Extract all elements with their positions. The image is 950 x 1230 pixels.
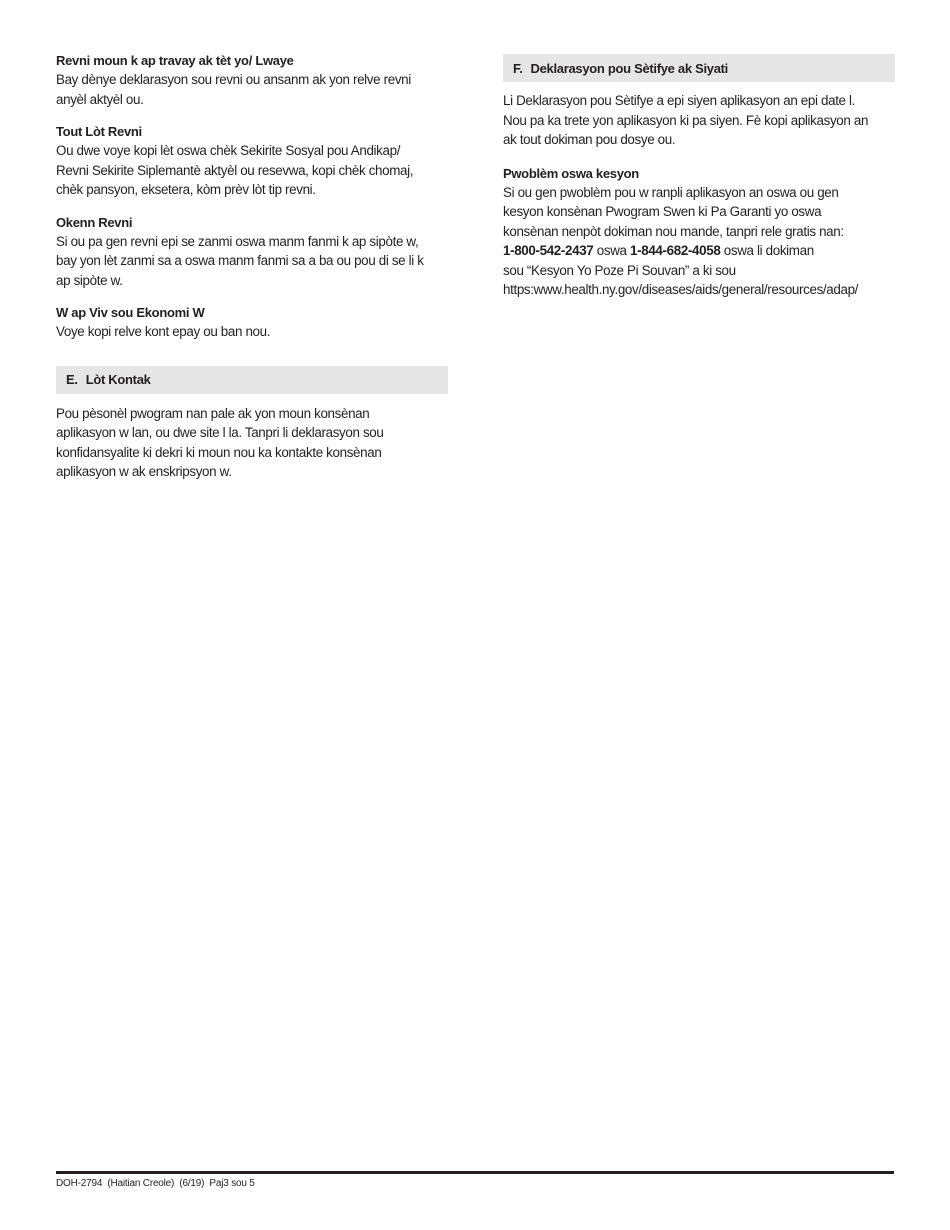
other-income-heading: Tout Lòt Revni [56, 124, 142, 139]
section-f-letter: F. [513, 60, 523, 76]
other-income-block [56, 123, 448, 200]
footer-divider [56, 1171, 894, 1174]
savings-text: Voye kopi relve kont epay ou ban nou. [56, 324, 271, 339]
right-column [503, 54, 895, 314]
no-income-block [56, 214, 448, 291]
section-e-letter: E. [66, 372, 78, 387]
section-f-text: Li Deklarasyon pou Sètifye a epi siyen aplikasyon an epi date l. Nou pa ka trete yon aplikasyon ki pa siyen. Fè kopi aplikasyon an ak tout dokiman pou dosye ou. [503, 93, 869, 147]
no-income-heading: Okenn Revni [56, 214, 133, 230]
savings-block [56, 304, 448, 342]
savings-heading: W ap Viv sou Ekonomi W [56, 305, 205, 320]
footer-form-id: DOH-2794 (Haitian Creole) (6/19) Paj3 sou 5 [56, 1178, 255, 1189]
self-employment-text: Bay dènye deklarasyon sou revni ou ansanm ak yon relve revni anyèl aktyèl ou. [56, 72, 411, 107]
problems-heading: Pwoblèm oswa kesyon [503, 165, 639, 181]
phone-number-2[interactable]: 1-844-682-4058 [630, 243, 721, 258]
left-column [56, 52, 448, 482]
problems-text: Si ou gen pwoblèm pou w ranpli aplikasyon an oswa ou gen kesyon konsènan Pwogram Swen ki Pa Garanti yo oswa konsènan nenpòt dokiman nou mande, tanpri rele gratis nan: 1-800-542-2437 oswa 1-844-682-4058 oswa li dokiman sou “Kesyon Yo Poze Pi Souvan” a ki sou https:www.health.ny.gov/diseases/aids/general/resources/adap/ [503, 184, 859, 297]
section-e-header [56, 366, 448, 394]
other-income-text: Ou dwe voye kopi lèt oswa chèk Sekirite Sosyal pou Andikap/ Revni Sekirite Siplemantè aktyèl ou resevwa, kopi chèk chomaj, chèk pansyon, eksetera, kòm prèv lòt tip revni. [56, 143, 414, 197]
problems-block [503, 165, 895, 300]
self-employment-income-block [56, 52, 448, 109]
faq-url-link[interactable]: https:www.health.ny.gov/diseases/aids/general/resources/adap/ [503, 282, 859, 297]
self-employment-heading: Revni moun k ap travay ak tèt yo/ Lwaye [56, 53, 294, 68]
section-f-header [503, 54, 895, 82]
phone-number-1[interactable]: 1-800-542-2437 [503, 243, 594, 258]
section-e-title: Lòt Kontak [85, 372, 151, 387]
section-e-text: Pou pèsonèl pwogram nan pale ak yon moun konsènan aplikasyon w lan, ou dwe site l la. Tanpri li deklarasyon sou konfidansyalite ki dekri ki moun nou ka kontakte konsènan aplikasyon w ak enskripsyon w. [56, 405, 384, 479]
section-f-title: Deklarasyon pou Sètifye ak Siyati [530, 60, 728, 76]
no-income-text: Si ou pa gen revni epi se zanmi oswa manm fanmi k ap sipòte w, bay yon lèt zanmi sa a oswa manm fanmi sa a ba ou pou di se li k ap sipòte w. [56, 233, 424, 288]
